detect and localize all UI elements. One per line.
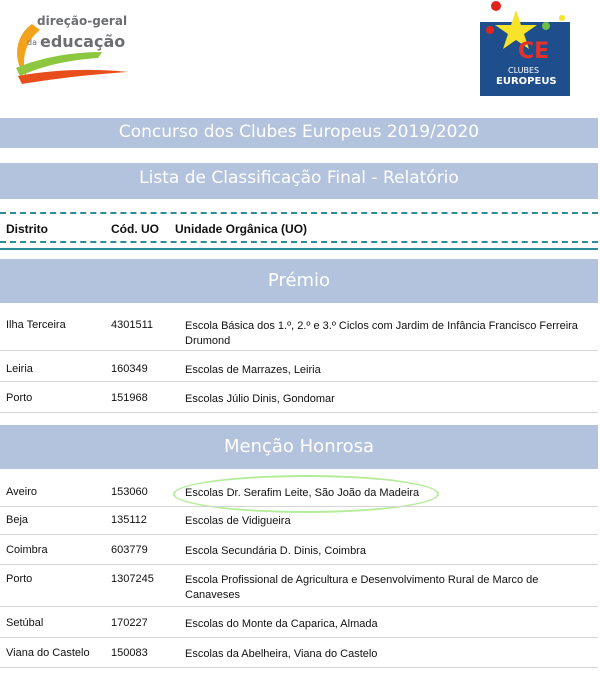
- cell-unidade: Escola Profissional de Agricultura e Desenvolvimento Rural de Marco de Canaveses: [185, 574, 539, 601]
- clubes-logo-line1: CLUBES: [508, 66, 540, 75]
- row-divider: [0, 412, 598, 413]
- highlight-ellipse: [173, 475, 439, 513]
- dge-logo-prefix: da: [27, 38, 37, 47]
- column-header-distrito: Distrito: [6, 222, 48, 236]
- cell-codigo: 4301511: [111, 319, 154, 331]
- row-divider: [0, 637, 598, 638]
- cell-distrito: Leiria: [6, 363, 33, 375]
- page-subtitle: Lista de Classificação Final - Relatório: [0, 163, 598, 199]
- cell-codigo: 160349: [111, 363, 148, 375]
- cell-unidade: Escolas Dr. Serafim Leite, São João da Madeira: [185, 487, 420, 499]
- dge-logo-line2: educação: [40, 32, 126, 51]
- cell-distrito: Aveiro: [6, 486, 37, 498]
- cell-unidade: Escola Básica dos 1.º, 2.º e 3.º Ciclos com Jardim de Infância Francisco Ferreira Drumond: [185, 320, 578, 347]
- clubes-logo-line2: EUROPEUS: [496, 76, 557, 87]
- row-divider: [0, 564, 598, 565]
- cell-distrito: Ilha Terceira: [6, 319, 66, 331]
- row-divider: [0, 667, 598, 668]
- dge-logo-line1: direção-geral: [37, 14, 128, 28]
- cell-codigo: 151968: [111, 392, 148, 404]
- cell-distrito: Porto: [6, 392, 33, 404]
- cell-codigo: 603779: [111, 544, 148, 556]
- cell-unidade: Escolas Júlio Dinis, Gondomar: [185, 393, 335, 405]
- row-divider: [0, 381, 598, 382]
- header-dashed-divider: [0, 241, 598, 243]
- dge-logo: [10, 6, 135, 86]
- page-title: Concurso dos Clubes Europeus 2019/2020: [0, 118, 598, 148]
- header-top-divider: [0, 212, 598, 214]
- clubes-europeus-logo: [476, 0, 600, 98]
- cell-unidade: Escolas de Marrazes, Leiria: [185, 364, 321, 376]
- cell-codigo: 1307245: [111, 573, 154, 585]
- cell-distrito: Porto: [6, 573, 33, 585]
- cell-unidade: Escola Secundária D. Dinis, Coimbra: [185, 545, 366, 557]
- cell-codigo: 170227: [111, 617, 148, 629]
- cell-distrito: Beja: [6, 514, 29, 526]
- section-premio-heading: Prémio: [0, 259, 598, 303]
- cell-codigo: 135112: [111, 514, 147, 526]
- cell-codigo: 153060: [111, 486, 148, 498]
- row-divider: [0, 534, 598, 535]
- cell-distrito: Setúbal: [6, 617, 44, 629]
- column-header-unidade: Unidade Orgânica (UO): [175, 222, 308, 236]
- header-bottom-divider: [0, 248, 598, 250]
- cell-codigo: 150083: [111, 647, 148, 659]
- cell-distrito: Viana do Castelo: [6, 647, 90, 659]
- row-divider: [0, 606, 598, 607]
- clubes-logo-mark: CE: [518, 39, 550, 64]
- row-divider: [0, 506, 598, 507]
- cell-unidade: Escolas de Vidigueira: [185, 515, 291, 527]
- cell-distrito: Coimbra: [6, 544, 48, 556]
- cell-unidade: Escolas da Abelheira, Viana do Castelo: [185, 648, 378, 660]
- cell-unidade: Escolas do Monte da Caparica, Almada: [185, 618, 378, 630]
- section-mencao-honrosa-heading: Menção Honrosa: [0, 425, 598, 469]
- row-divider: [0, 350, 598, 351]
- column-header-codigo: Cód. UO: [111, 222, 159, 236]
